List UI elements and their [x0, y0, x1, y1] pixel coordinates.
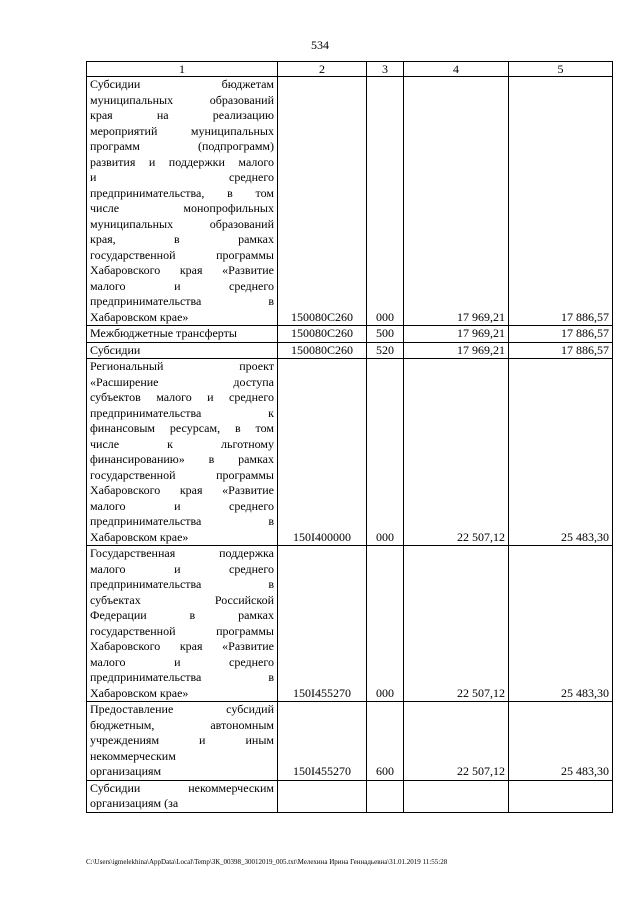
table-row [87, 702, 613, 781]
row-sum-2019-cell [404, 780, 509, 812]
row-sum-2019-cell: 22 507,12 [404, 359, 509, 546]
name-line: малого и среднего [90, 498, 274, 513]
name-line: предпринимательства к [90, 405, 274, 420]
name-line: Государственная поддержка [90, 546, 274, 560]
name-line: и среднего [90, 170, 274, 184]
row-name-cell [87, 77, 278, 326]
name-line: субъектах Российской [90, 592, 274, 607]
name-line: учреждениям и иным [90, 733, 274, 747]
name-line: Хабаровского края «Развитие [90, 483, 274, 497]
row-sum-2020-cell: 17 886,57 [509, 77, 613, 326]
name-line: числе к льготному [90, 436, 274, 451]
file-path-footer: C:\Users\igmelekhina\AppData\Local\Temp\ЗК_00398_30012019_005.txt\Мелехина Ирина Геннадьевна\31.01.2019 11:55:28 [86, 858, 448, 866]
name-line: развития и поддержки малого [90, 154, 274, 169]
row-name-cell [87, 546, 278, 702]
name-line: предпринимательства в [90, 670, 274, 684]
name-line: государственной программы [90, 623, 274, 638]
column-header-5: 5 [509, 62, 613, 77]
name-line: предпринимательства, в том [90, 185, 274, 200]
name-line: муниципальных образований [90, 92, 274, 107]
name-line: Субсидии [90, 342, 141, 357]
table-row [87, 780, 613, 812]
name-line: Хабаровского края «Развитие [90, 639, 274, 653]
name-line: Региональный проект [90, 359, 274, 373]
row-sum-2019-cell: 17 969,21 [404, 326, 509, 343]
name-line: числе монопрофильных [90, 201, 274, 215]
row-code-cell: 150080С260 [278, 77, 367, 326]
name-line: малого и среднего [90, 654, 274, 669]
name-line: предпринимательства в [90, 514, 274, 528]
column-header-3: 3 [367, 62, 404, 77]
row-type-cell: 000 [367, 359, 404, 546]
header-row [87, 62, 613, 77]
row-name-cell [87, 359, 278, 546]
name-line: государственной программы [90, 467, 274, 482]
name-line: малого и среднего [90, 561, 274, 576]
table-row [87, 326, 613, 343]
row-type-cell [367, 780, 404, 812]
row-sum-2019-cell: 17 969,21 [404, 342, 509, 359]
name-line: Хабаровского края «Развитие [90, 263, 274, 277]
table-body [87, 77, 613, 813]
page-number: 534 [311, 38, 329, 52]
row-code-cell: 150I455270 [278, 702, 367, 781]
row-code-cell: 150080С260 [278, 326, 367, 343]
row-name-cell [87, 342, 278, 359]
row-type-cell: 500 [367, 326, 404, 343]
name-line: Субсидии некоммерческим [90, 780, 274, 795]
table-row [87, 546, 613, 702]
table-row [87, 77, 613, 326]
name-line: субъектов малого и среднего [90, 390, 274, 404]
name-line: финансовым ресурсам, в том [90, 421, 274, 435]
row-sum-2019-cell: 17 969,21 [404, 77, 509, 326]
name-line: мероприятий муниципальных [90, 123, 274, 138]
column-header-1: 1 [87, 62, 278, 77]
row-type-cell: 000 [367, 546, 404, 702]
name-line: бюджетным, автономным [90, 717, 274, 732]
budget-table [86, 61, 613, 813]
name-line: Федерации в рамках [90, 608, 274, 622]
row-sum-2020-cell [509, 780, 613, 812]
table-row [87, 342, 613, 359]
name-line: предпринимательства в [90, 577, 274, 591]
name-line: Субсидии бюджетам [90, 77, 274, 91]
column-header-4: 4 [404, 62, 509, 77]
name-line: программ (подпрограмм) [90, 139, 274, 153]
name-line: организациям (за [90, 796, 179, 810]
name-line: финансированию» в рамках [90, 452, 274, 466]
row-sum-2020-cell: 17 886,57 [509, 342, 613, 359]
row-code-cell: 150I400000 [278, 359, 367, 546]
row-type-cell: 000 [367, 77, 404, 326]
name-line: Предоставление субсидий [90, 702, 274, 716]
name-line: Хабаровском крае» [90, 309, 189, 324]
row-code-cell: 150I455270 [278, 546, 367, 702]
row-sum-2020-cell: 25 483,30 [509, 359, 613, 546]
table-row [87, 359, 613, 546]
name-line: Межбюджетные трансферты [90, 326, 237, 340]
name-line: муниципальных образований [90, 216, 274, 231]
name-line: края, в рамках [90, 232, 274, 246]
name-line: предпринимательства в [90, 294, 274, 308]
column-header-2: 2 [278, 62, 367, 77]
row-name-cell [87, 326, 278, 343]
row-sum-2019-cell: 22 507,12 [404, 546, 509, 702]
row-name-cell [87, 702, 278, 781]
name-line: Хабаровском крае» [90, 685, 189, 700]
row-code-cell: 150080С260 [278, 342, 367, 359]
name-line: организациям [90, 764, 162, 778]
name-line: края на реализацию [90, 108, 274, 122]
row-sum-2020-cell: 25 483,30 [509, 702, 613, 781]
name-line: государственной программы [90, 247, 274, 262]
row-name-cell [87, 780, 278, 812]
name-line: «Расширение доступа [90, 374, 274, 389]
name-line: некоммерческим [90, 748, 176, 763]
name-line: малого и среднего [90, 278, 274, 293]
row-sum-2020-cell: 25 483,30 [509, 546, 613, 702]
row-type-cell: 520 [367, 342, 404, 359]
row-code-cell [278, 780, 367, 812]
row-type-cell: 600 [367, 702, 404, 781]
row-sum-2019-cell: 22 507,12 [404, 702, 509, 781]
name-line: Хабаровском крае» [90, 529, 189, 544]
row-sum-2020-cell: 17 886,57 [509, 326, 613, 343]
